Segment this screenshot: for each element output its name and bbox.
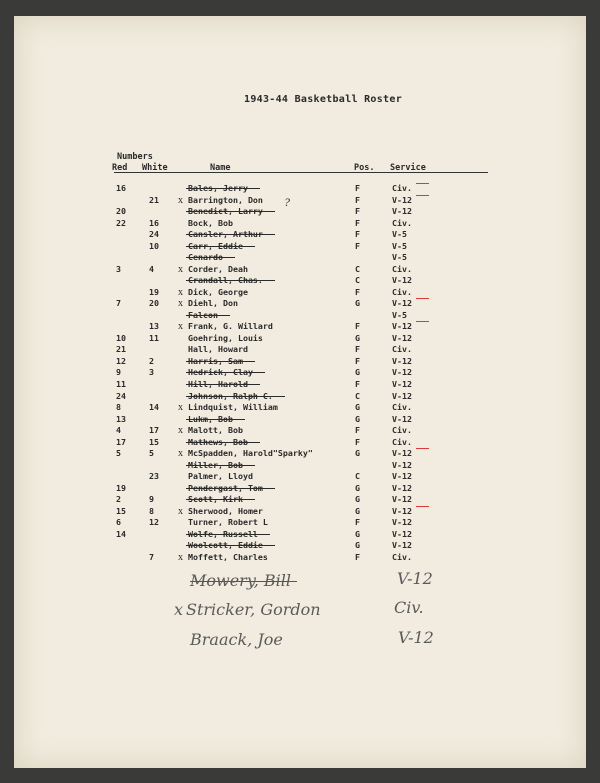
red-number: 19 [116, 482, 126, 493]
red-number: 13 [116, 413, 126, 424]
table-row [14, 471, 586, 482]
service: V-12 [392, 517, 412, 528]
service: V-12 [392, 528, 412, 539]
red-number: 15 [116, 505, 126, 516]
header-name: Name [210, 163, 231, 173]
question-mark: ? [284, 194, 290, 209]
handwritten-service: V-12 [397, 569, 433, 588]
table-row [14, 264, 586, 275]
position: G [355, 402, 360, 413]
position: G [355, 413, 360, 424]
table-row [14, 437, 586, 448]
table-row [14, 414, 586, 425]
player-name: Scott, Kirk [188, 494, 243, 505]
service: V-12 [392, 471, 412, 482]
white-number: 8 [149, 505, 154, 516]
red-number: 20 [116, 206, 126, 217]
red-number: 8 [116, 402, 121, 413]
player-name: Barrington, Don [188, 194, 263, 205]
table-row [14, 448, 586, 459]
table-row [14, 218, 586, 229]
check-mark: x [178, 194, 183, 206]
red-number: 6 [116, 517, 121, 528]
table-row [14, 252, 586, 263]
table-row [14, 540, 586, 551]
position: G [355, 494, 360, 505]
player-name: Harris, Sam [188, 355, 243, 366]
position: G [355, 540, 360, 551]
service: V-12 [392, 332, 412, 343]
red-number: 9 [116, 367, 121, 378]
red-tick-mark [416, 298, 429, 299]
service: V-5 [392, 229, 407, 240]
service: V-12 [392, 540, 412, 551]
white-number: 19 [149, 286, 159, 297]
white-number: 20 [149, 298, 159, 309]
position: G [355, 298, 360, 309]
service: V-12 [392, 206, 412, 217]
player-name: Falcon [188, 309, 218, 320]
service: V-12 [392, 459, 412, 470]
position: F [355, 344, 360, 355]
player-name: Carr, Eddie [188, 240, 243, 251]
player-name: Pendergast, Tom [188, 482, 263, 493]
table-row [14, 356, 586, 367]
table-row [14, 310, 586, 321]
table-row [14, 367, 586, 378]
check-mark: x [178, 505, 183, 517]
red-number: 3 [116, 263, 121, 274]
check-mark: x [178, 286, 183, 298]
table-row [14, 241, 586, 252]
red-number: 14 [116, 528, 126, 539]
roster-page [14, 16, 586, 768]
red-number: 16 [116, 183, 126, 193]
header-rule [114, 172, 488, 173]
white-number: 16 [149, 217, 159, 228]
page-title: 1943-44 Basketball Roster [244, 94, 403, 105]
position: C [355, 263, 360, 274]
red-tick-mark [416, 506, 429, 507]
red-number: 5 [116, 448, 121, 459]
red-tick-mark [416, 448, 429, 449]
table-row [14, 494, 586, 505]
check-mark: x [178, 321, 183, 333]
table-row [14, 194, 586, 209]
player-name: Lukm, Bob [188, 413, 233, 424]
player-name: McSpadden, Harold"Sparky" [188, 448, 313, 459]
handwritten-name: Mowery, Bill [190, 571, 292, 590]
player-name: Benedict, Larry [188, 206, 263, 217]
position: C [355, 275, 360, 286]
header-red: Red [112, 163, 128, 173]
position: F [355, 206, 360, 217]
position: G [355, 448, 360, 459]
service: Civ. [392, 425, 412, 436]
player-name: Mathews, Bob [188, 436, 248, 447]
position: F [355, 183, 360, 193]
handwritten-service: Civ. [394, 598, 424, 617]
red-number: 17 [116, 436, 126, 447]
service: V-12 [392, 482, 412, 493]
service: V-12 [392, 494, 412, 505]
service: Civ. [392, 217, 412, 228]
handwritten-service: V-12 [398, 628, 434, 647]
handwritten-name: Braack, Joe [190, 630, 283, 649]
header-pos: Pos. [354, 163, 375, 173]
table-row [14, 183, 586, 194]
red-number: 7 [116, 298, 121, 309]
service: V-5 [392, 240, 407, 251]
player-name: Cansler, Arthur [188, 229, 263, 240]
service: V-12 [392, 390, 412, 401]
table-row [14, 425, 586, 436]
header-service: Service [390, 163, 426, 173]
red-tick-mark [416, 195, 429, 196]
player-name: Sherwood, Homer [188, 505, 263, 516]
red-number: 21 [116, 344, 126, 355]
service: V-12 [392, 505, 412, 516]
red-number: 11 [116, 379, 126, 389]
service: V-12 [392, 367, 412, 378]
position: F [355, 551, 360, 562]
red-number: 4 [116, 425, 121, 436]
white-number: 3 [149, 367, 154, 378]
position: F [355, 286, 360, 297]
position: F [355, 517, 360, 528]
table-row [14, 298, 586, 309]
player-name: Frank, G. Willard [188, 321, 273, 332]
table-row [14, 333, 586, 344]
white-number: 13 [149, 321, 159, 332]
check-mark: x [178, 448, 183, 460]
player-name: Malott, Bob [188, 425, 243, 436]
player-name: Hall, Howard [188, 344, 248, 355]
table-row [14, 460, 586, 471]
table-row [14, 344, 586, 355]
check-mark: x [178, 425, 183, 437]
position: C [355, 390, 360, 401]
player-name: Crandall, Chas. [188, 275, 263, 286]
service: Civ. [392, 344, 412, 355]
handwritten-name: Stricker, Gordon [186, 600, 321, 619]
red-number: 24 [116, 390, 126, 401]
header-numbers: Numbers [117, 152, 153, 162]
white-number: 15 [149, 436, 159, 447]
red-tick-mark [416, 321, 429, 322]
position: G [355, 367, 360, 378]
player-name: Dick, George [188, 286, 248, 297]
position: F [355, 229, 360, 240]
service: V-12 [392, 194, 412, 205]
white-number: 14 [149, 402, 159, 413]
service: Civ. [392, 263, 412, 274]
player-name: Woolcott, Eddie [188, 540, 263, 551]
table-row [14, 529, 586, 540]
position: G [355, 528, 360, 539]
service: V-12 [392, 275, 412, 286]
player-name: Wolfe, Russell [188, 528, 258, 539]
white-number: 24 [149, 229, 159, 240]
service: V-12 [392, 321, 412, 332]
white-number: 2 [149, 355, 154, 366]
red-number: 22 [116, 217, 126, 228]
white-number: 11 [149, 332, 159, 343]
table-row [14, 402, 586, 413]
player-name: Goehring, Louis [188, 332, 263, 343]
table-row [14, 206, 586, 217]
white-number: 21 [149, 194, 159, 205]
table-row [14, 483, 586, 494]
red-number: 10 [116, 332, 126, 343]
table-row [14, 506, 586, 517]
service: V-12 [392, 379, 412, 389]
player-name: Bock, Bob [188, 217, 233, 228]
check-mark: x [178, 402, 183, 414]
red-number: 2 [116, 494, 121, 505]
service: Civ. [392, 436, 412, 447]
position: F [355, 240, 360, 251]
header-white: White [142, 163, 168, 173]
table-row [14, 552, 586, 563]
service: V-5 [392, 252, 407, 263]
service: Civ. [392, 183, 412, 193]
player-name: Lindquist, William [188, 402, 278, 413]
table-row [14, 391, 586, 402]
player-name: Miller, Bob [188, 459, 243, 470]
position: C [355, 471, 360, 482]
check-mark: x [178, 551, 183, 563]
service: V-5 [392, 309, 407, 320]
player-name: Johnson, Ralph C. [188, 390, 273, 401]
player-name: Moffett, Charles [188, 551, 268, 562]
service: Civ. [392, 286, 412, 297]
service: Civ. [392, 402, 412, 413]
table-row [14, 275, 586, 286]
table-row [14, 379, 586, 390]
player-name: Corder, Deah [188, 263, 248, 274]
check-mark: x [178, 298, 183, 310]
red-tick-mark [416, 183, 429, 184]
table-row [14, 229, 586, 240]
position: G [355, 482, 360, 493]
check-mark: x [178, 263, 183, 275]
white-number: 12 [149, 517, 159, 528]
position: F [355, 194, 360, 205]
table-row [14, 287, 586, 298]
white-number: 7 [149, 551, 154, 562]
player-name: Diehl, Don [188, 298, 238, 309]
player-name: Bales, Jerry [188, 183, 248, 193]
white-number: 9 [149, 494, 154, 505]
position: F [355, 355, 360, 366]
white-number: 4 [149, 263, 154, 274]
white-number: 23 [149, 471, 159, 482]
service: V-12 [392, 298, 412, 309]
player-name: Hill, Harold [188, 379, 248, 389]
check-mark: x [174, 600, 184, 619]
white-number: 5 [149, 448, 154, 459]
white-number: 17 [149, 425, 159, 436]
position: F [355, 217, 360, 228]
table-row [14, 517, 586, 528]
red-number: 12 [116, 355, 126, 366]
white-number: 10 [149, 240, 159, 251]
player-name: Turner, Robert L [188, 517, 268, 528]
service: V-12 [392, 355, 412, 366]
player-name: Cenardo [188, 252, 223, 263]
table-row [14, 321, 586, 332]
service: V-12 [392, 448, 412, 459]
player-name: Hedrick, Clay [188, 367, 253, 378]
position: F [355, 436, 360, 447]
position: G [355, 332, 360, 343]
player-name: Palmer, Lloyd [188, 471, 253, 482]
position: F [355, 379, 360, 389]
position: G [355, 505, 360, 516]
service: V-12 [392, 413, 412, 424]
position: F [355, 425, 360, 436]
position: F [355, 321, 360, 332]
service: Civ. [392, 551, 412, 562]
